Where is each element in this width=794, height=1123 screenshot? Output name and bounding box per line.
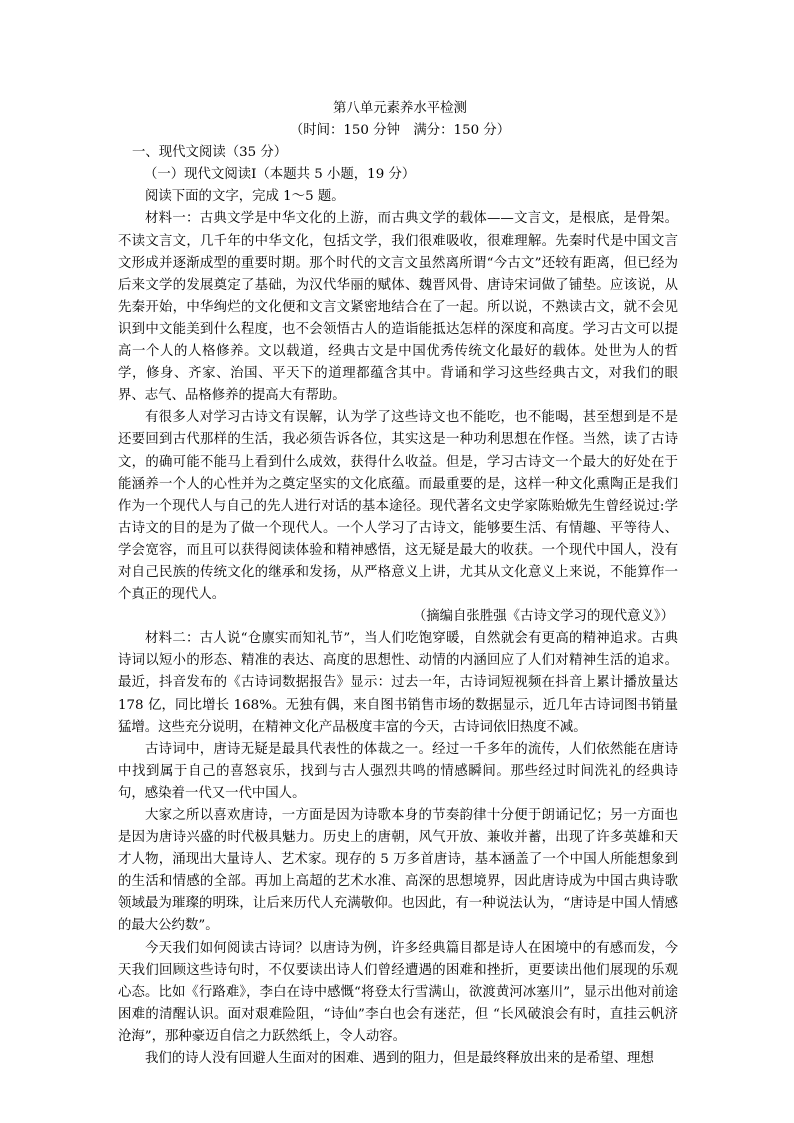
exam-time-score: （时间：150 分钟 满分：150 分） <box>289 123 511 139</box>
material-one-paragraph: 材料一：古典文学是中华文化的上游，而古典文学的载体——文言文，是根底，是骨架。不读文言文，几千年的中华文化，包括文学，我们很难吸收，很难理解。先秦时代是中国文言文形成并逐渐成型的重要时期。那个时代的文言文虽然离所谓“今古文”还较有距离，但已经为后来文学的发展奠定了基础，为汉代华丽的赋体、魏晋风骨、唐诗宋词做了铺垫。应该说，从先秦开始，中华绚烂的文化便和文言文紧密地结合在了一起。所以说，不熟读古文，就不会见识到中文能美到什么程度，也不会领悟古人的造诣能抵达怎样的深度和高度。学习古文可以提高一个人的人格修养。文以载道，经典古文是中国优秀传统文化最好的载体。处世为人的哲学，修身、齐家、治国、平天下的道理都蕴含其中。背诵和学习这些经典古文，对我们的眼界、志气、品格修养的提高大有帮助。 <box>118 211 678 404</box>
material-two-paragraph: 我们的诗人没有回避人生面对的困难、遇到的阻力，但是最终释放出来的是希望、理想 <box>145 1051 654 1067</box>
document-body <box>118 98 678 1070</box>
material-one-paragraph: 有很多人对学习古诗文有误解，认为学了这些诗文也不能吃，也不能喝，甚至想到是不是还要回到古代那样的生活，我必须告诉各位，其实这是一种功利思想在作怪。当然，读了古诗文，的确可能不能马上看到什么成效，获得什么收益。但是，学习古诗文一个最大的好处在于能涵养一个人的心性并为之奠定坚实的文化底蕴。而最重要的是，这样一种文化熏陶正是我们作为一个现代人与自己的先人进行对话的基本途径。现代著名文史学家陈贻焮先生曾经说过:学古诗文的目的是为了做一个现代人。一个人学习了古诗文，能够要生活、有情趣、平等待人、学会宽容，而且可以获得阅读体验和精神感悟，这无疑是最大的收获。一个现代中国人，没有对自己民族的传统文化的继承和发扬，从严格意义上讲，尤其从文化意义上来说，不能算作一个真正的现代人。 <box>118 410 678 603</box>
material-two-paragraph: 材料二：古人说“仓廪实而知礼节”，当人们吃饱穿暖，自然就会有更高的精神追求。古典诗词以短小的形态、精准的表达、高度的思想性、动情的内涵回应了人们对精神生活的追求。最近，抖音发布的《古诗词数据报告》显示：过去一年，古诗词短视频在抖音上累计播放量达 178 亿，同比增长 168%。无独有偶，来自图书销售市场的数据显示，近几年古诗词图书销量猛增。这些充分说明，在精神文化产品极度丰富的今天，古诗词依旧热度不减。 <box>118 631 678 735</box>
subsection-heading: （一）现代文阅读Ⅰ（本题共 5 小题，19 分） <box>144 167 416 183</box>
reading-instruction: 阅读下面的文字，完成 1～5 题。 <box>145 189 345 205</box>
section-heading: 一、现代文阅读（35 分） <box>132 145 288 161</box>
source-citation: （摘编自张胜强《古诗文学习的现代意义》） <box>412 609 674 625</box>
material-two-paragraph: 今天我们如何阅读古诗词？以唐诗为例，许多经典篇目都是诗人在困境中的有感而发，今天我们回顾这些诗句时，不仅要读出诗人们曾经遭遇的困难和挫折，更要读出他们展现的乐观心态。比如《行路难》，李白在诗中感慨“将登太行雪满山，欲渡黄河冰塞川”，显示出他对前途困难的清醒认识。面对艰难险阻，“诗仙”李白也会有迷茫，但 “长风破浪会有时，直挂云帆济沧海”，那种豪迈自信之力跃然纸上，令人动容。 <box>118 940 678 1044</box>
page-title: 第八单元素养水平检测 <box>333 101 467 116</box>
material-two-paragraph: 大家之所以喜欢唐诗，一方面是因为诗歌本身的节奏韵律十分便于朗诵记忆；另一方面也是因为唐诗兴盛的时代极具魅力。历史上的唐朝，风气开放、兼收并蓄，出现了许多英雄和天才人物，涌现出大量诗人、艺术家。现存的 5 万多首唐诗，基本涵盖了一个中国人所能想象到的生活和情感的全部。再加上高超的艺术水准、高深的思想境界，因此唐诗成为中国古典诗歌领域最为璀璨的明珠，让后来历代人充满敬仰。也因此，有一种说法认为，“唐诗是中国人情感的最大公约数”。 <box>118 808 678 934</box>
material-two-paragraph: 古诗词中，唐诗无疑是最具代表性的体裁之一。经过一千多年的流传，人们依然能在唐诗中找到属于自己的喜怒哀乐，找到与古人强烈共鸣的情感瞬间。那些经过时间洗礼的经典诗句，感染着一代又一代中国人。 <box>118 741 678 801</box>
